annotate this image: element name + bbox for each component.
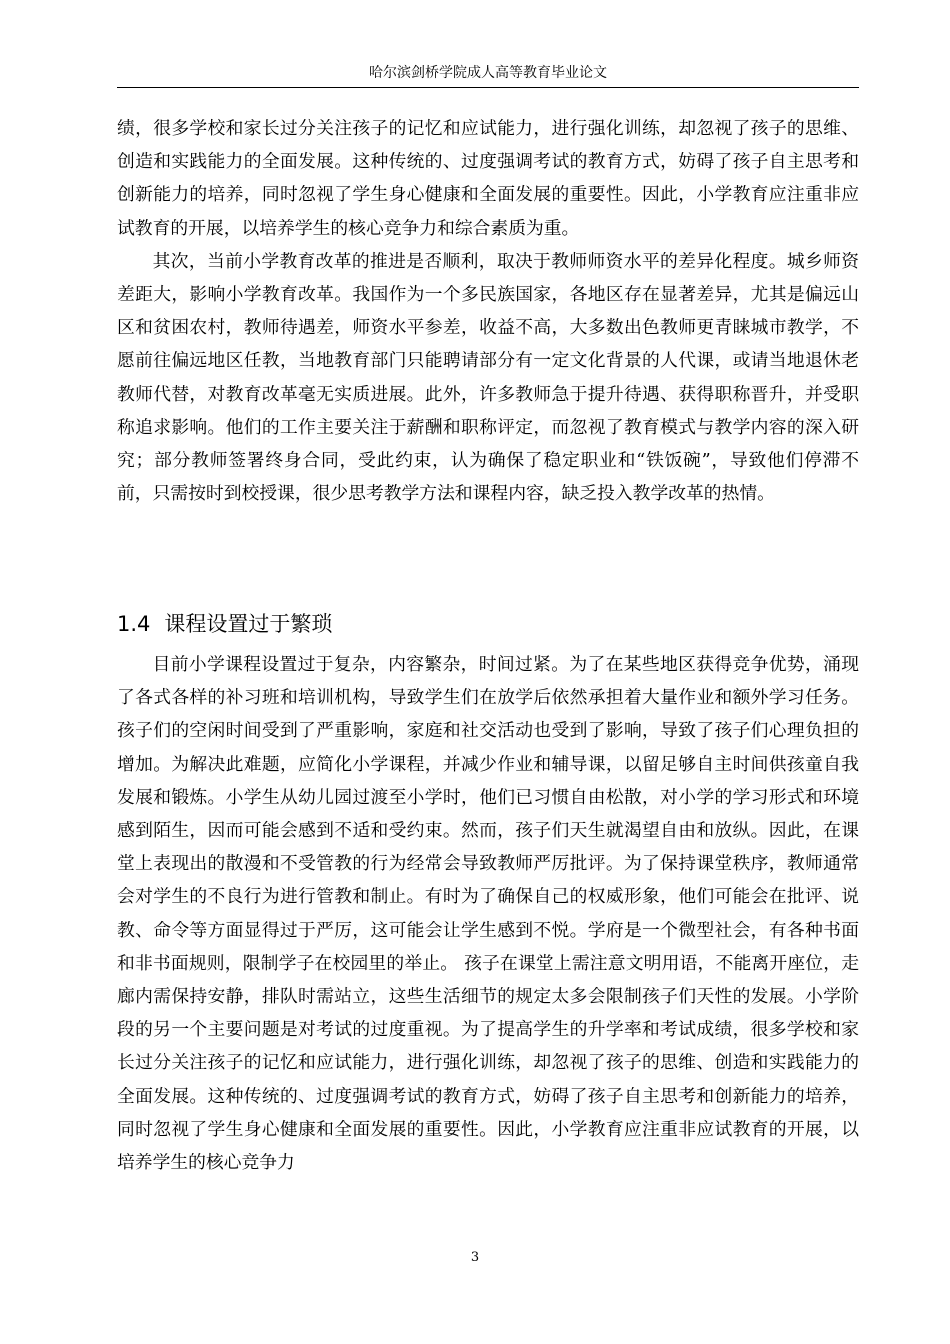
page-number: 3 bbox=[470, 1250, 480, 1265]
continued-paragraph: 绩，很多学校和家长过分关注孩子的记忆和应试能力，进行强化训练，却忽视了孩子的思维、创造和实践能力的全面发展。这种传统的、过度强调考试的教育方式，妨碍了孩子自主思考和创新能力的培养，同时忽视了学生身心健康和全面发展的重要性。因此，小学教育应注重非应试教育的开展，以培养学生的核心竞争力和综合素质为重。 bbox=[117, 118, 859, 239]
section-heading bbox=[117, 609, 859, 639]
header-rule bbox=[117, 87, 859, 88]
body-paragraph: 其次，当前小学教育改革的推进是否顺利，取决于教师师资水平的差异化程度。城乡师资差距大，影响小学教育改革。我国作为一个多民族国家，各地区存在显著差异，尤其是偏远山区和贫困农村，教师待遇差，师资水平参差，收益不高，大多数出色教师更青睐城市教学，不愿前往偏远地区任教，当地教育部门只能聘请部分有一定文化背景的人代课，或请当地退休老教师代替，对教育改革毫无实质进展。此外，许多教师急于提升待遇、获得职称晋升，并受职称追求影响。他们的工作主要关注于薪酬和职称评定，而忽视了教育模式与教学内容的深入研究；部分教师签署终身合同，受此约束，认为确保了稳定职业和“铁饭碗”，导致他们停滞不前，只需按时到校授课，很少思考教学方法和课程内容，缺乏投入教学改革的热情。 bbox=[117, 250, 859, 505]
running-header: 哈尔滨剑桥学院成人高等教育毕业论文 bbox=[369, 65, 607, 81]
body-text-top bbox=[117, 112, 859, 510]
section-number: 1.4 bbox=[117, 612, 151, 636]
section-title: 课程设置过于繁琐 bbox=[164, 612, 333, 636]
section-paragraph: 目前小学课程设置过于复杂，内容繁杂，时间过紧。为了在某些地区获得竞争优势，涌现了各式各样的补习班和培训机构，导致学生们在放学后依然承担着大量作业和额外学习任务。孩子们的空闲时间受到了严重影响，家庭和社交活动也受到了影响，导致了孩子们心理负担的增加。为解决此难题，应简化小学课程，并减少作业和辅导课，以留足够自主时间供孩童自我发展和锻炼。小学生从幼儿园过渡至小学时，他们已习惯自由松散，对小学的学习形式和环境感到陌生，因而可能会感到不适和受约束。然而，孩子们天生就渴望自由和放纵。因此，在课堂上表现出的散漫和不受管教的行为经常会导致教师严厉批评。为了保持课堂秩序，教师通常会对学生的不良行为进行管教和制止。有时为了确保自己的权威形象，他们可能会在批评、说教、命令等方面显得过于严厉，这可能会让学生感到不悦。学府是一个微型社会，有各种书面和非书面规则，限制学子在校园里的举止。 孩子在课堂上需注意文明用语，不能离开座位，走廊内需保持安静，排队时需站立，这些生活细节的规定太多会限制孩子们天性的发展。小学阶段的另一个主要问题是对考试的过度重视。为了提高学生的升学率和考试成绩，很多学校和家长过分关注孩子的记忆和应试能力，进行强化训练，却忽视了孩子的思维、创造和实践能力的全面发展。这种传统的、过度强调考试的教育方式，妨碍了孩子自主思考和创新能力的培养，同时忽视了学生身心健康和全面发展的重要性。因此，小学教育应注重非应试教育的开展，以培养学生的核心竞争力 bbox=[117, 654, 859, 1174]
body-text-section bbox=[117, 648, 859, 1179]
